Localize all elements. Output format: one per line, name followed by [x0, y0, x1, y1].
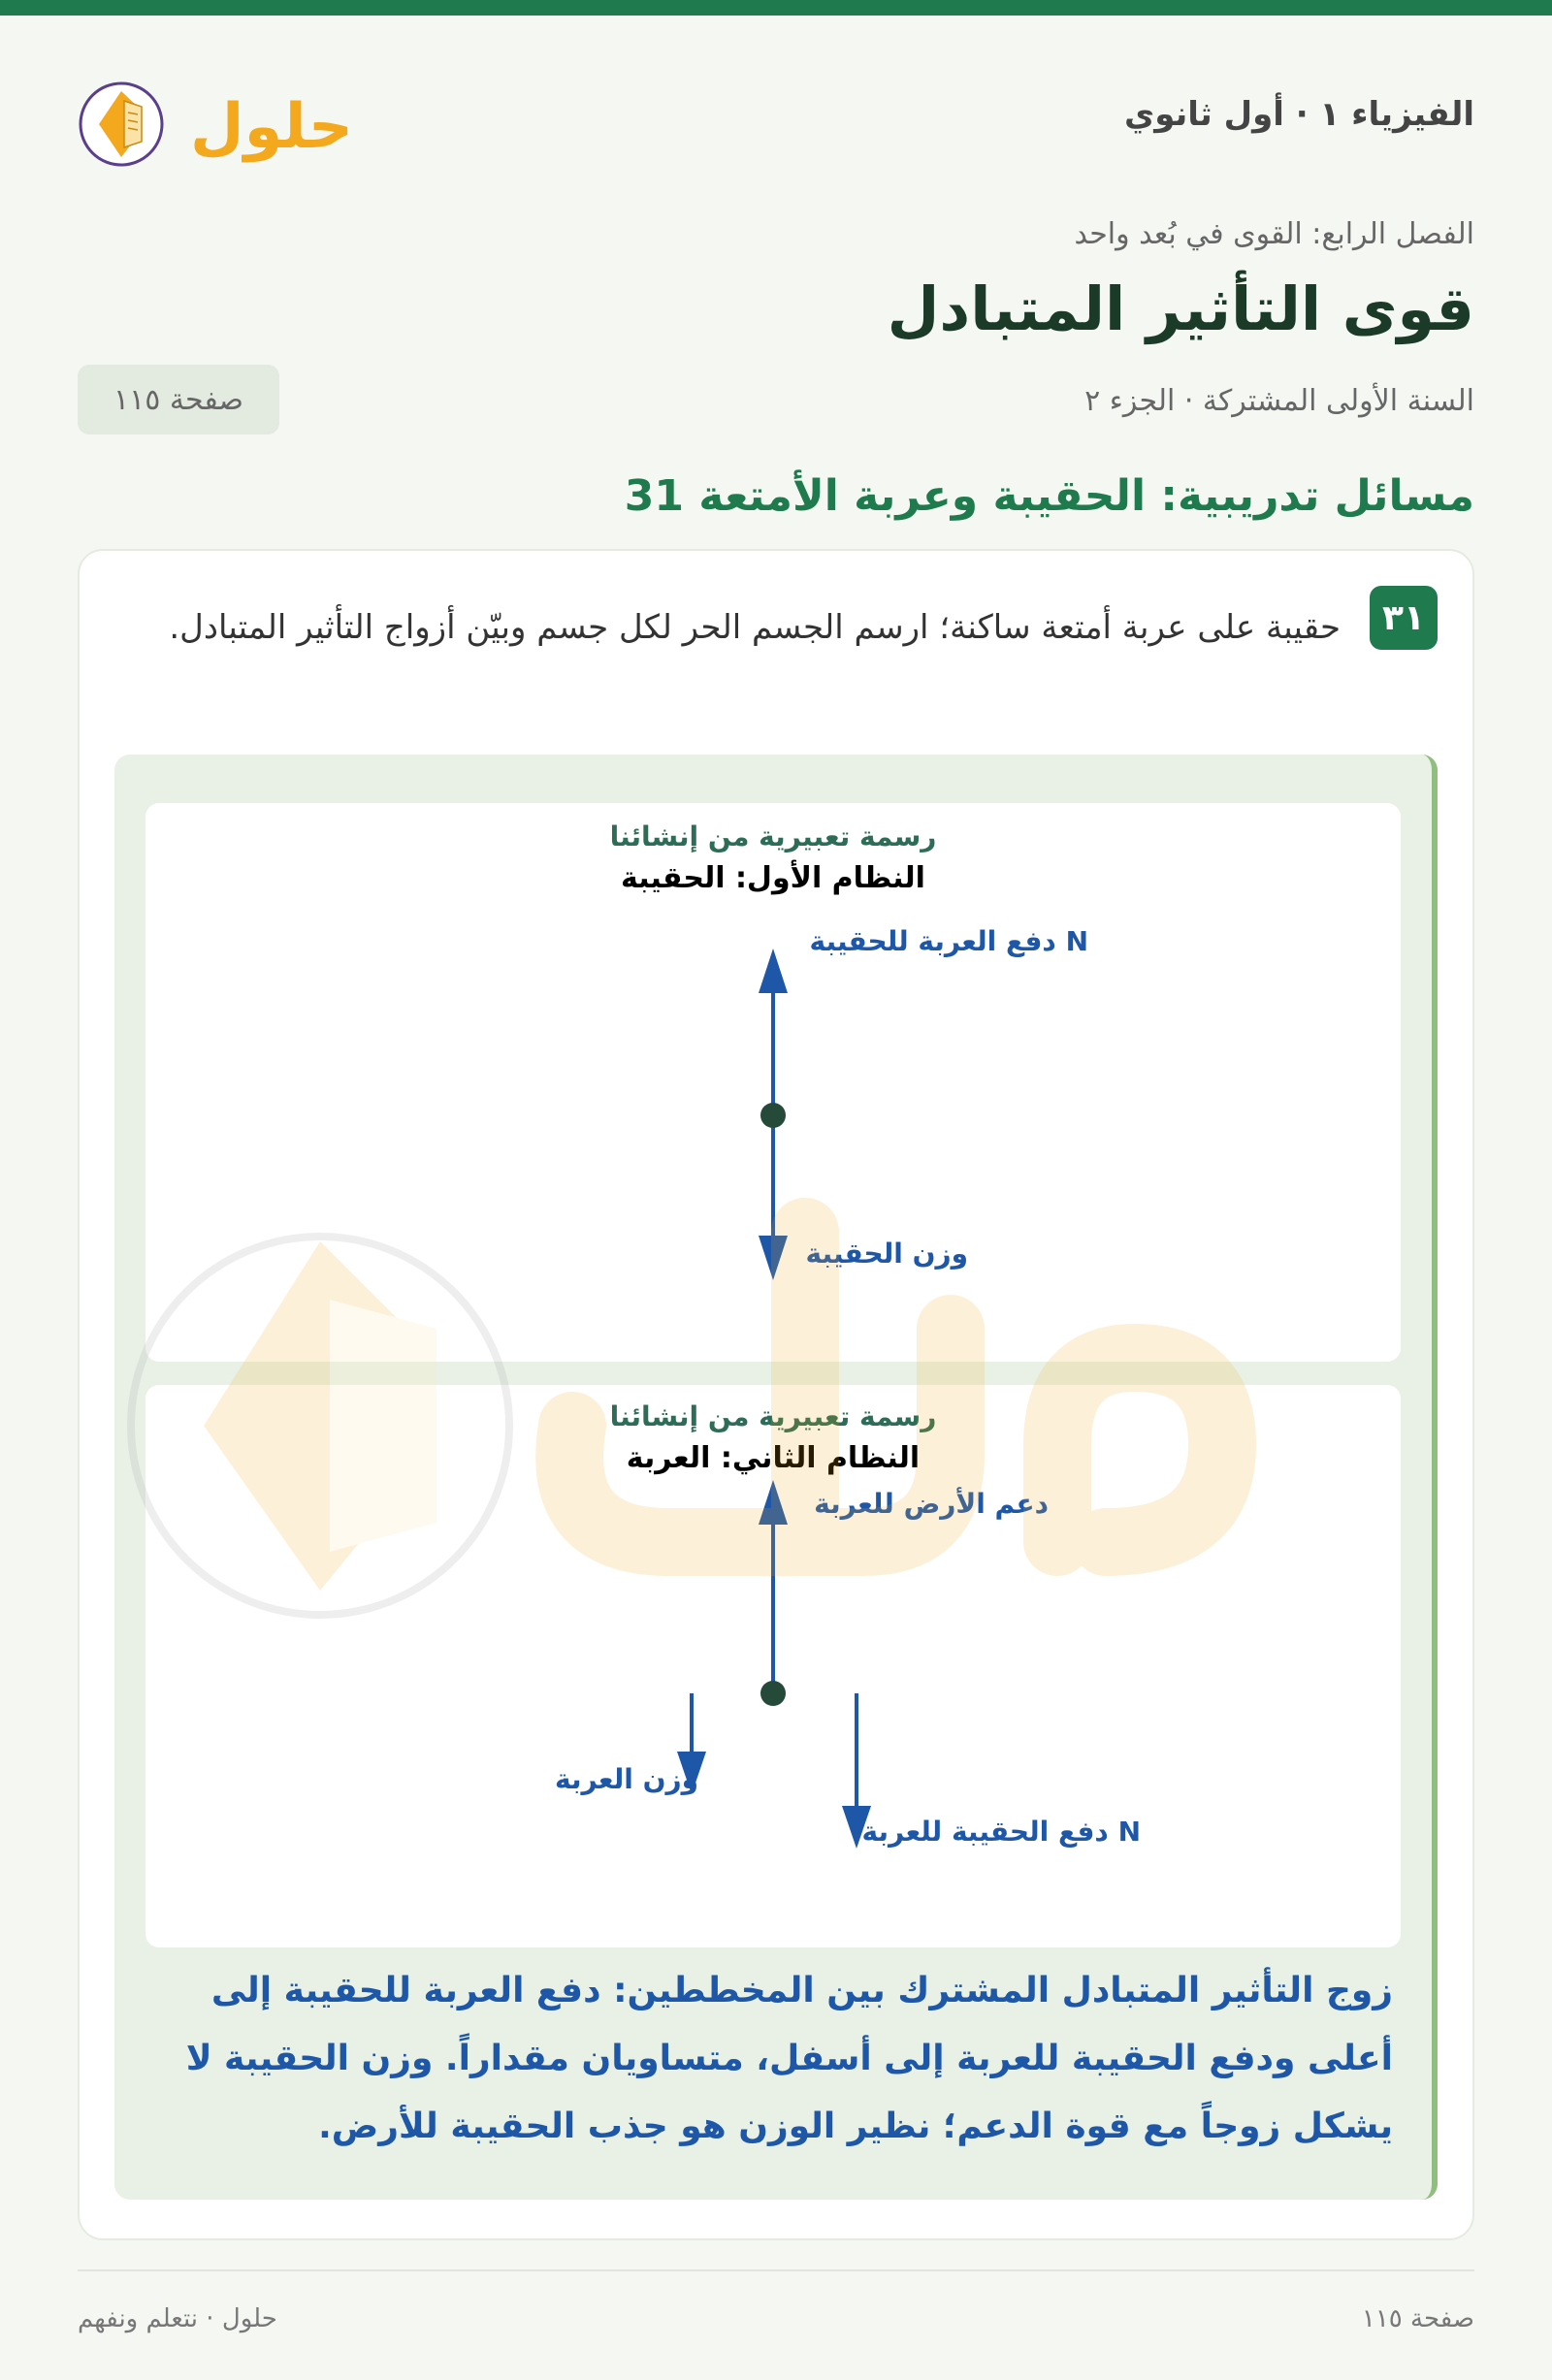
- section-heading: مسائل تدريبية: الحقيبة وعربة الأمتعة 31: [624, 471, 1474, 521]
- illustration-label: رسمة تعبيرية من إنشائنا: [609, 1400, 937, 1432]
- up-arrow-head: [759, 1480, 788, 1525]
- meta-line: السنة الأولى المشتركة · الجزء ٢: [1084, 384, 1474, 418]
- book-title: الفيزياء ١ · أول ثانوي: [1124, 95, 1474, 134]
- footer-divider: [78, 2269, 1474, 2271]
- diagram-title: النظام الثاني: العربة: [626, 1441, 921, 1475]
- diagram-system-cart: [146, 1385, 1401, 1947]
- cart-weight-label: وزن العربة: [555, 1763, 698, 1795]
- question-text: حقيبة على عربة أمتعة ساكنة؛ ارسم الجسم الحر لكل جسم وبيّن أزواج التأثير المتبادل.: [169, 608, 1341, 647]
- footer-brand: حلول · نتعلم ونفهم: [78, 2304, 277, 2333]
- question-card: [78, 549, 1474, 2240]
- ground-support-label: دعم الأرض للعربة: [814, 1488, 1049, 1520]
- chapter-line: الفصل الرابع: القوى في بُعد واحد: [1074, 217, 1474, 251]
- down-arrow-head: [759, 1236, 788, 1280]
- page-title: قوى التأثير المتبادل: [887, 273, 1474, 344]
- object-point: [760, 1103, 786, 1128]
- top-accent-bar: [0, 0, 1552, 16]
- illustration-label: رسمة تعبيرية من إنشائنا: [609, 820, 937, 852]
- conclusion-text: زوج التأثير المتبادل المشترك بين المخططين: دفع العربة للحقيبة إلى أعلى ودفع الحقيبة للعربة إلى أسفل، متساويان مقداراً. وزن الحقيبة لا يشكل زوجاً مع قوة الدعم؛ نظير الوزن هو جذب الحقيبة للأرض.: [185, 1971, 1393, 2146]
- object-point: [760, 1681, 786, 1706]
- diagram-title: النظام الأول: الحقيبة: [621, 861, 925, 895]
- footer-page-number: صفحة ١١٥: [1361, 2304, 1474, 2333]
- diagram-system-bag: [146, 803, 1401, 1362]
- logo-text: حلول: [190, 91, 349, 163]
- question-number-badge: ٣١: [1370, 586, 1438, 650]
- down-force-label: وزن الحقيبة: [805, 1238, 968, 1270]
- answer-panel: [114, 755, 1438, 2200]
- free-body-diagram-cart: [146, 1385, 1401, 1947]
- free-body-diagram-bag: [146, 803, 1401, 1362]
- page-badge: صفحة ١١٥: [78, 365, 279, 434]
- bag-push-label: N دفع الحقيبة للعربة: [861, 1816, 1141, 1848]
- page-header: [78, 58, 1474, 184]
- up-arrow-head: [759, 949, 788, 993]
- hulul-logo[interactable]: [78, 58, 349, 184]
- logo-icon: [78, 58, 349, 184]
- up-force-label: N دفع العربة للحقيبة: [809, 925, 1088, 957]
